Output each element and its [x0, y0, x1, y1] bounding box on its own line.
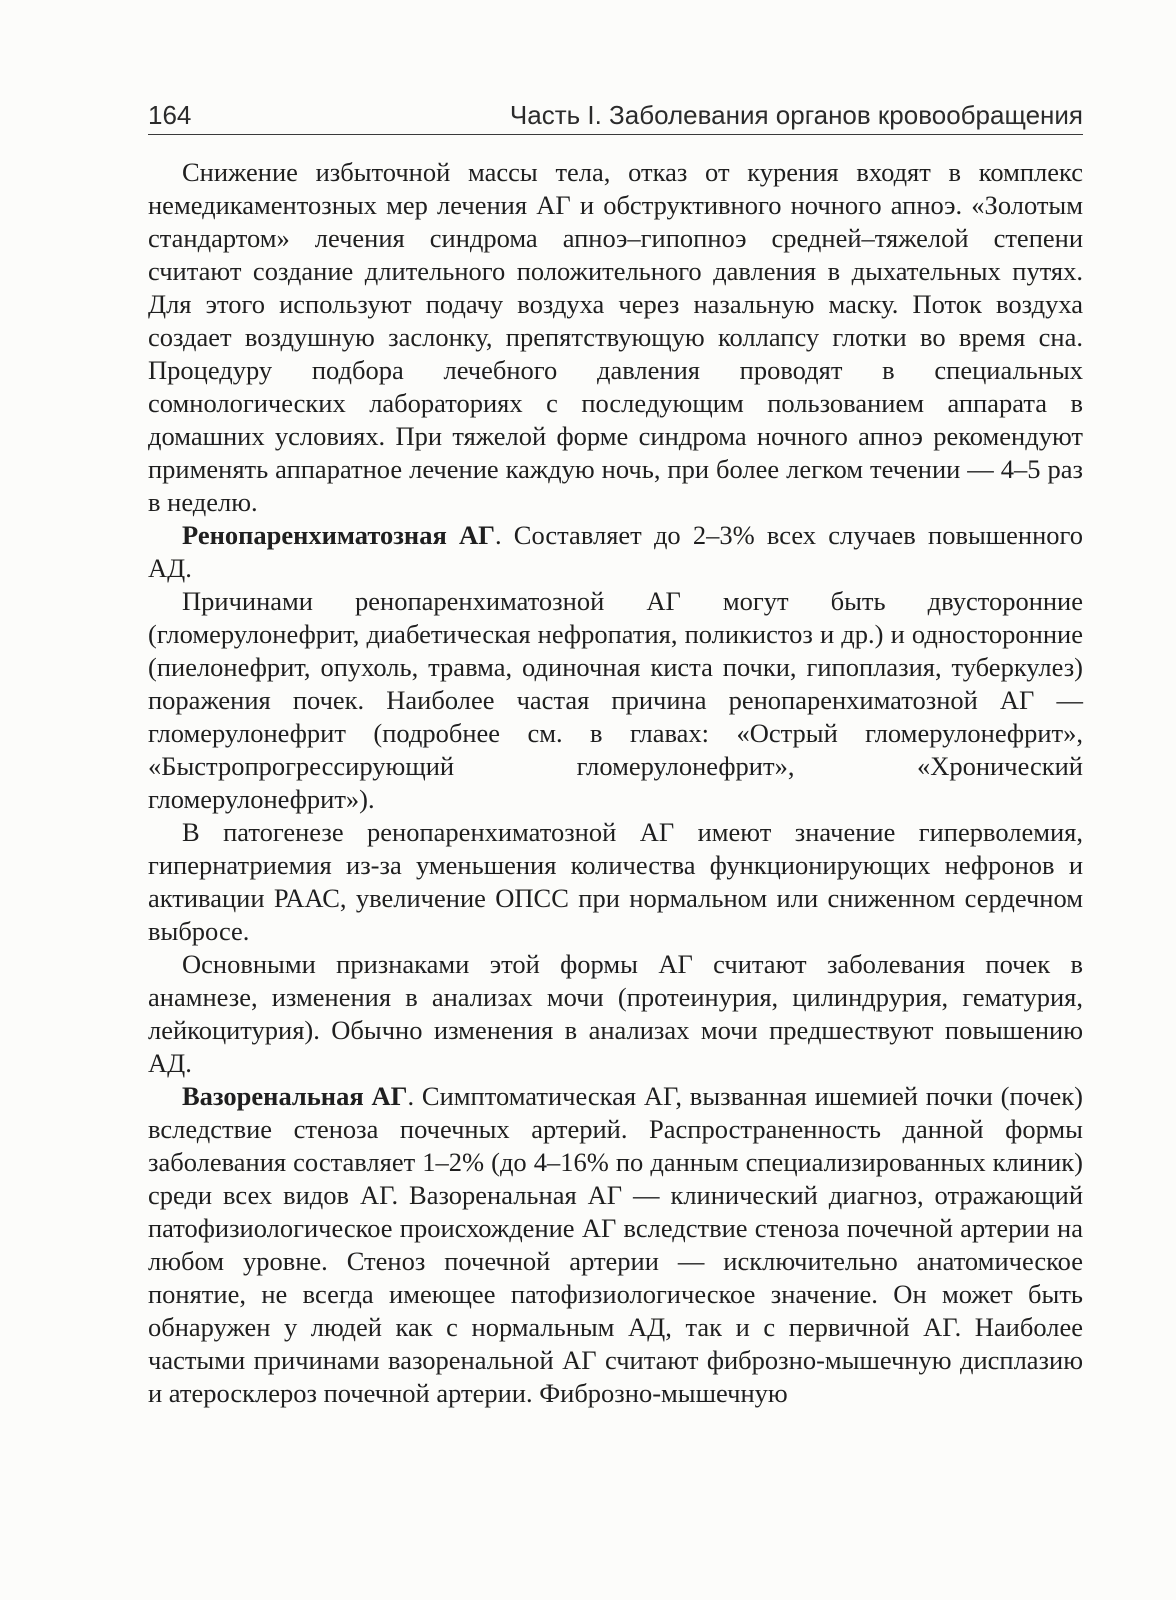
paragraph-text: Основными признаками этой формы АГ считают заболевания почек в анамнезе, изменения в анализах мочи (протеинурия, цилиндрурия, гематурия, лейкоцитурия). Обычно изменения в анализах мочи предшествуют повышению АД. — [148, 949, 1083, 1078]
section-title: Часть I. Заболевания органов кровообращения — [509, 100, 1083, 130]
body-text — [148, 156, 1083, 1410]
paragraph-renoparenchymal-pathogenesis — [148, 816, 1083, 948]
paragraph-text: . Составляет до 2–3% всех случаев повышенного АД. — [148, 520, 1083, 583]
term-heading: Вазоренальная АГ — [182, 1081, 408, 1111]
paragraph-text: Причинами ренопаренхиматозной АГ могут быть двусторонние (гломерулонефрит, диабетическая нефропатия, поликистоз и др.) и односторонние (пиелонефрит, опухоль, травма, одиночная киста почки, гипоплазия, туберкулез) поражения почек. Наиболее частая причина ренопаренхиматозной АГ — гломерулонефрит (подробнее см. в главах: «Острый гломерулонефрит», «Быстропрогрессирующий гломерулонефрит», «Хронический гломерулонефрит»). — [148, 586, 1083, 814]
paragraph-apnea-treatment — [148, 156, 1083, 519]
paragraph-text: Снижение избыточной массы тела, отказ от курения входят в комплекс немедикаментозных мер лечения АГ и обструктивного ночного апноэ. «Золотым стандартом» лечения синдрома апноэ–гипопноэ средней–тяжелой степени считают создание длительного положительного давления в дыхательных путях. Для этого используют подачу воздуха через назальную маску. Поток воздуха создает воздушную заслонку, препятствующую коллапсу глотки во время сна. Процедуру подбора лечебного давления проводят в специальных сомнологических лабораториях с последующим пользованием аппарата в домашних условиях. При тяжелой форме синдрома ночного апноэ рекомендуют применять аппаратное лечение каждую ночь, при более легком течении — 4–5 раз в неделю. — [148, 157, 1083, 517]
page-number: 164 — [148, 100, 192, 130]
paragraph-renoparenchymal-causes — [148, 585, 1083, 816]
term-heading: Ренопаренхиматозная АГ — [182, 520, 495, 550]
paragraph-renoparenchymal-signs — [148, 948, 1083, 1080]
paragraph-text: В патогенезе ренопаренхиматозной АГ имеют значение гиперволемия, гипернатриемия из-за уменьшения количества функционирующих нефронов и активации РААС, увеличение ОПСС при нормальном или сниженном сердечном выбросе. — [148, 817, 1083, 946]
running-header — [148, 100, 1083, 135]
paragraph-vasorenal — [148, 1080, 1083, 1410]
paragraph-text: . Симптоматическая АГ, вызванная ишемией почки (почек) вследствие стеноза почечных артерий. Распространенность данной формы заболевания составляет 1–2% (до 4–16% по данным специализированных клиник) среди всех видов АГ. Вазоренальная АГ — клинический диагноз, отражающий патофизиологическое происхождение АГ вследствие стеноза почечной артерии на любом уровне. Стеноз почечной артерии — исключительно анатомическое понятие, не всегда имеющее патофизиологическое значение. Он может быть обнаружен у людей как с нормальным АД, так и с первичной АГ. Наиболее частыми причинами вазоренальной АГ считают фиброзно-мышечную дисплазию и атеросклероз почечной артерии. Фиброзно-мышечную — [148, 1081, 1084, 1408]
paragraph-renoparenchymal-definition — [148, 519, 1083, 585]
